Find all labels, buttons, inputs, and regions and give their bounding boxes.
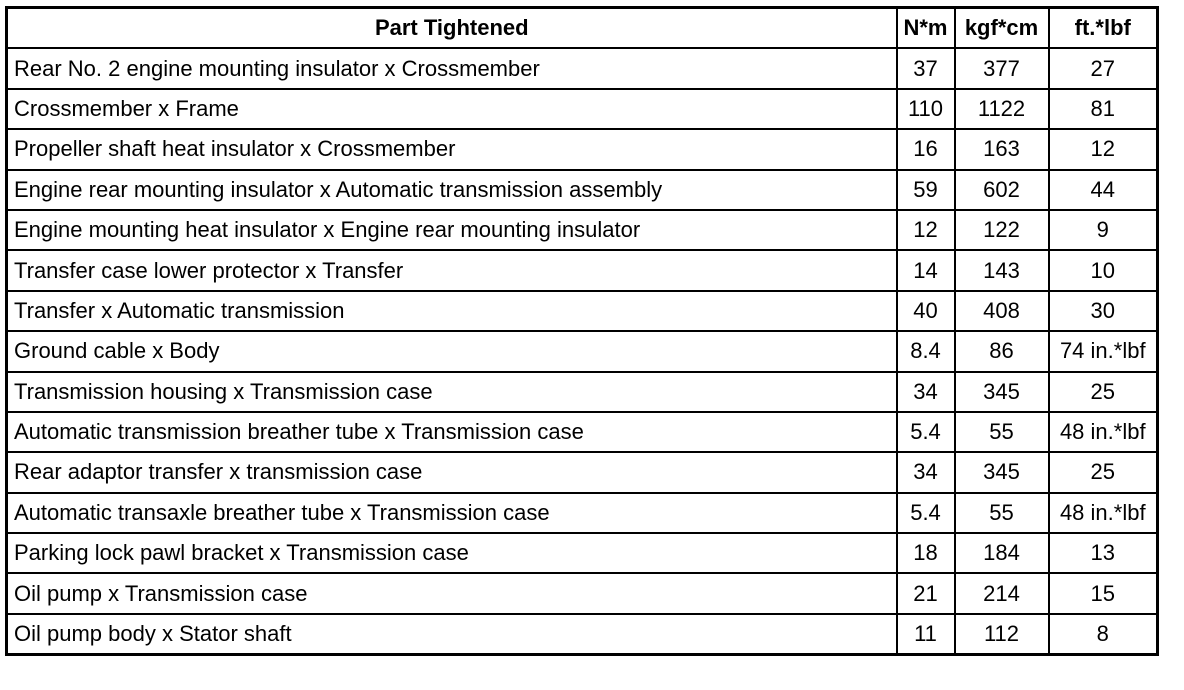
- header-part-tightened: Part Tightened: [7, 8, 897, 49]
- cell-ft-lbf: 25: [1049, 372, 1158, 412]
- torque-specification-table: [5, 6, 1159, 656]
- cell-newton-meter: 16: [897, 129, 955, 169]
- cell-ft-lbf: 10: [1049, 250, 1158, 290]
- cell-kgf-cm: 55: [955, 412, 1049, 452]
- cell-part-tightened: Automatic transmission breather tube x Transmission case: [7, 412, 897, 452]
- table-row: [7, 129, 1158, 169]
- cell-part-tightened: Crossmember x Frame: [7, 89, 897, 129]
- cell-part-tightened: Oil pump body x Stator shaft: [7, 614, 897, 655]
- cell-ft-lbf: 48 in.*lbf: [1049, 412, 1158, 452]
- table-row: [7, 614, 1158, 655]
- cell-part-tightened: Propeller shaft heat insulator x Crossmember: [7, 129, 897, 169]
- cell-kgf-cm: 143: [955, 250, 1049, 290]
- table-row: [7, 452, 1158, 492]
- cell-newton-meter: 14: [897, 250, 955, 290]
- cell-kgf-cm: 377: [955, 48, 1049, 88]
- table-row: [7, 48, 1158, 88]
- cell-newton-meter: 5.4: [897, 412, 955, 452]
- cell-part-tightened: Engine mounting heat insulator x Engine rear mounting insulator: [7, 210, 897, 250]
- cell-part-tightened: Ground cable x Body: [7, 331, 897, 371]
- cell-kgf-cm: 184: [955, 533, 1049, 573]
- cell-ft-lbf: 8: [1049, 614, 1158, 655]
- header-ft-lbf: ft.*lbf: [1049, 8, 1158, 49]
- table-row: [7, 331, 1158, 371]
- table-row: [7, 170, 1158, 210]
- cell-newton-meter: 8.4: [897, 331, 955, 371]
- cell-newton-meter: 18: [897, 533, 955, 573]
- cell-newton-meter: 59: [897, 170, 955, 210]
- cell-kgf-cm: 345: [955, 452, 1049, 492]
- cell-newton-meter: 34: [897, 372, 955, 412]
- table-row: [7, 412, 1158, 452]
- table-row: [7, 89, 1158, 129]
- table-row: [7, 372, 1158, 412]
- cell-part-tightened: Transfer x Automatic transmission: [7, 291, 897, 331]
- cell-kgf-cm: 55: [955, 493, 1049, 533]
- cell-ft-lbf: 81: [1049, 89, 1158, 129]
- cell-kgf-cm: 86: [955, 331, 1049, 371]
- cell-part-tightened: Transfer case lower protector x Transfer: [7, 250, 897, 290]
- header-newton-meter: N*m: [897, 8, 955, 49]
- cell-kgf-cm: 602: [955, 170, 1049, 210]
- cell-part-tightened: Rear No. 2 engine mounting insulator x Crossmember: [7, 48, 897, 88]
- cell-ft-lbf: 9: [1049, 210, 1158, 250]
- cell-ft-lbf: 13: [1049, 533, 1158, 573]
- torque-table-container: [5, 6, 1159, 656]
- cell-part-tightened: Transmission housing x Transmission case: [7, 372, 897, 412]
- cell-newton-meter: 21: [897, 573, 955, 613]
- cell-part-tightened: Automatic transaxle breather tube x Transmission case: [7, 493, 897, 533]
- cell-ft-lbf: 48 in.*lbf: [1049, 493, 1158, 533]
- table-row: [7, 250, 1158, 290]
- cell-part-tightened: Parking lock pawl bracket x Transmission case: [7, 533, 897, 573]
- cell-newton-meter: 37: [897, 48, 955, 88]
- table-row: [7, 533, 1158, 573]
- table-header-row: [7, 8, 1158, 49]
- cell-newton-meter: 12: [897, 210, 955, 250]
- table-row: [7, 493, 1158, 533]
- cell-ft-lbf: 30: [1049, 291, 1158, 331]
- cell-part-tightened: Oil pump x Transmission case: [7, 573, 897, 613]
- cell-ft-lbf: 12: [1049, 129, 1158, 169]
- cell-ft-lbf: 25: [1049, 452, 1158, 492]
- cell-kgf-cm: 163: [955, 129, 1049, 169]
- cell-part-tightened: Engine rear mounting insulator x Automatic transmission assembly: [7, 170, 897, 210]
- cell-kgf-cm: 408: [955, 291, 1049, 331]
- cell-newton-meter: 5.4: [897, 493, 955, 533]
- table-row: [7, 573, 1158, 613]
- cell-ft-lbf: 15: [1049, 573, 1158, 613]
- cell-kgf-cm: 112: [955, 614, 1049, 655]
- table-row: [7, 291, 1158, 331]
- table-row: [7, 210, 1158, 250]
- cell-kgf-cm: 122: [955, 210, 1049, 250]
- cell-kgf-cm: 345: [955, 372, 1049, 412]
- cell-newton-meter: 110: [897, 89, 955, 129]
- table-body: [7, 48, 1158, 654]
- cell-newton-meter: 40: [897, 291, 955, 331]
- cell-ft-lbf: 27: [1049, 48, 1158, 88]
- cell-newton-meter: 34: [897, 452, 955, 492]
- cell-part-tightened: Rear adaptor transfer x transmission case: [7, 452, 897, 492]
- cell-newton-meter: 11: [897, 614, 955, 655]
- cell-kgf-cm: 214: [955, 573, 1049, 613]
- cell-ft-lbf: 44: [1049, 170, 1158, 210]
- cell-ft-lbf: 74 in.*lbf: [1049, 331, 1158, 371]
- cell-kgf-cm: 1122: [955, 89, 1049, 129]
- header-kgf-cm: kgf*cm: [955, 8, 1049, 49]
